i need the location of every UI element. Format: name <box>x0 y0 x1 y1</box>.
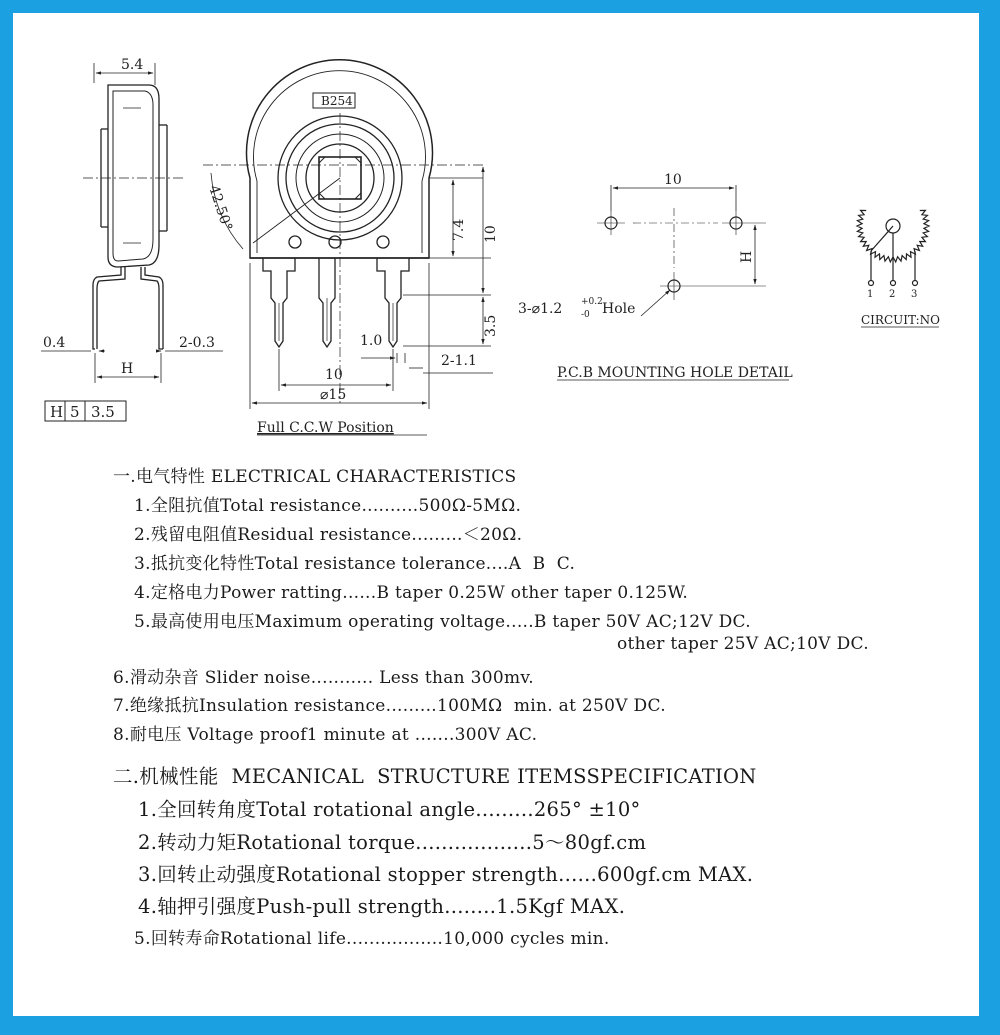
pcb-hole-tol-minus: -0 <box>581 310 590 320</box>
electrical-item: 6.滑动杂音 Slider noise........... Less than 300mv. <box>113 668 534 688</box>
pcb-hole-tol-plus: +0.2 <box>581 297 603 307</box>
electrical-item: 4.定格电力Power ratting......B taper 0.25W other taper 0.125W. <box>134 583 689 603</box>
electrical-item-continued: other taper 25V AC;10V DC. <box>617 634 869 654</box>
circuit-pin-3: 3 <box>911 289 918 300</box>
pcb-hole-prefix: 3-⌀1.2 <box>518 301 563 317</box>
electrical-heading: 一.电气特性 ELECTRICAL CHARACTERISTICS <box>113 467 517 487</box>
front-view-caption: Full C.C.W Position <box>257 420 394 436</box>
part-marking: B254 <box>321 94 353 108</box>
pcb-hole-suffix: Hole <box>602 301 636 317</box>
h-table-cell: H <box>50 403 64 421</box>
mechanical-item: 4.轴押引强度Push-pull strength........1.5Kgf MAX. <box>138 895 626 918</box>
dim-pin-thickness: 0.4 <box>43 335 66 351</box>
datasheet-page <box>13 13 979 1016</box>
mechanical-item: 1.全回转角度Total rotational angle.........265° ±10° <box>138 798 641 821</box>
dim-74: 7.4 <box>451 218 467 241</box>
pcb-caption: P.C.B MOUNTING HOLE DETAIL <box>557 365 793 381</box>
dim-pin-width-2: 2-1.1 <box>441 353 477 369</box>
dim-1-0: 1.0 <box>360 333 383 349</box>
mechanical-item: 3.回转止动强度Rotational stopper strength......600gf.cm MAX. <box>138 863 754 886</box>
pcb-dim-spacing: 10 <box>664 172 682 188</box>
h-table-cell: 3.5 <box>91 403 115 421</box>
mechanical-heading: 二.机械性能 MECANICAL STRUCTURE ITEMSSPECIFICATION <box>113 765 757 788</box>
electrical-item: 3.抵抗变化特性Total resistance tolerance....A B C. <box>134 554 576 574</box>
dim-h-label: H <box>121 361 134 377</box>
mechanical-item: 2.转动力矩Rotational torque..................5～80gf.cm <box>138 831 647 854</box>
circuit-pin-1: 1 <box>867 289 874 300</box>
circuit-pin-2: 2 <box>889 289 896 300</box>
specifications <box>13 13 979 1016</box>
dim-diameter: ⌀15 <box>320 387 347 403</box>
dim-width: 5.4 <box>121 57 144 73</box>
pcb-dim-h: H <box>739 250 755 263</box>
electrical-item: 7.绝缘抵抗Insulation resistance.........100MΩ min. at 250V DC. <box>113 696 666 716</box>
dim-pin-width: 2-0.3 <box>179 335 215 351</box>
circuit-caption: CIRCUIT:NO <box>861 313 940 327</box>
electrical-item: 2.残留电阻值Residual resistance.........＜20Ω. <box>134 525 523 545</box>
dim-35: 3.5 <box>483 314 499 337</box>
dim-angle: 42.50° <box>205 183 235 234</box>
dim-10-vertical: 10 <box>483 225 499 243</box>
dim-pin-spacing: 10 <box>325 367 343 383</box>
h-table-cell: 5 <box>70 403 80 421</box>
mechanical-item: 5.回转寿命Rotational life.................10,000 cycles min. <box>134 929 610 949</box>
electrical-item: 1.全阻抗值Total resistance..........500Ω-5MΩ. <box>134 496 522 516</box>
electrical-item: 8.耐电压 Voltage proof1 minute at .......300V AC. <box>113 725 538 745</box>
electrical-item: 5.最高使用电压Maximum operating voltage.....B taper 50V AC;12V DC. <box>134 612 751 632</box>
